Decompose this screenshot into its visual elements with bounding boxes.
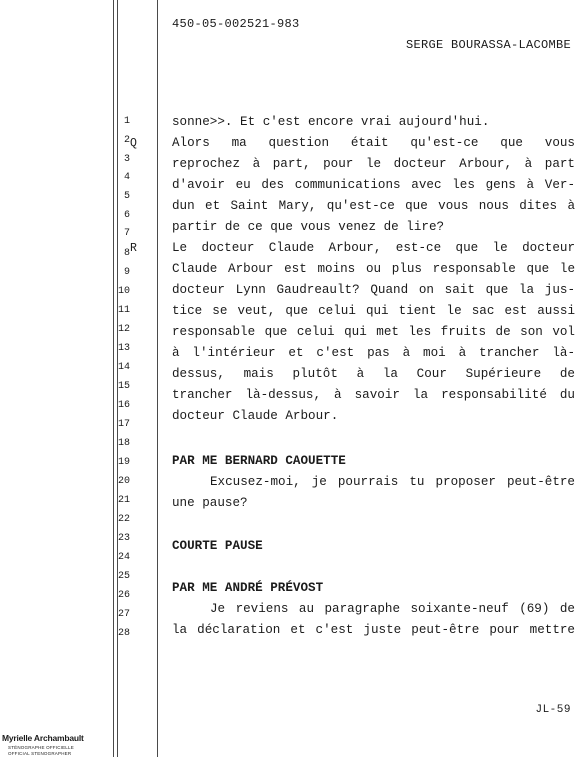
line-number: 25 [117, 571, 130, 582]
transcript-line: Claude Arbour est moins ou plus responsable que le [172, 262, 575, 276]
transcript-line: responsable que celui qui met les fruits de son vol [172, 325, 575, 339]
transcript-line: trancher là-dessus, à savoir la responsabilité du [172, 388, 575, 402]
transcript-line: d'avoir eu des communications avec les gens à Ver- [172, 178, 575, 192]
transcript-line: une pause? [172, 496, 248, 510]
transcript-line: dun et Saint Mary, qu'est-ce que vous nous dites à [172, 199, 575, 213]
line-number: 16 [117, 400, 130, 411]
line-number: 6 [123, 210, 130, 221]
line-number: 24 [117, 552, 130, 563]
stenographer-title-fr: STÉNOGRAPHE OFFICIELLE [8, 745, 74, 750]
stenographer-name: Myrielle Archambault [2, 733, 84, 743]
file-number: 450-05-002521-983 [172, 17, 300, 31]
transcript-line: la déclaration et c'est juste peut-être pour mettre [172, 623, 575, 637]
line-number: 27 [117, 609, 130, 620]
line-number: 9 [123, 267, 130, 278]
transcript-line: à l'intérieur et c'est pas à moi à trancher là- [172, 346, 575, 360]
transcript-line: docteur Lynn Gaudreault? Quand on sait que la jus- [172, 283, 575, 297]
margin-rule-text [157, 0, 158, 757]
line-number: 28 [117, 628, 130, 639]
transcript-line: docteur Claude Arbour. [172, 409, 339, 423]
transcript-line: Excusez-moi, je pourrais tu proposer peut-être [210, 475, 575, 489]
question-marker: Q [130, 137, 137, 150]
line-number: 15 [117, 381, 130, 392]
speaker-heading: PAR ME BERNARD CAOUETTE [172, 454, 346, 468]
margin-rule-left-outer [113, 0, 114, 757]
speaker-heading: PAR ME ANDRÉ PRÉVOST [172, 581, 324, 595]
transcript-line: sonne>>. Et c'est encore vrai aujourd'hui. [172, 115, 490, 129]
line-number: 2 [123, 135, 130, 146]
line-number: 5 [123, 191, 130, 202]
transcript-line: reprochez à part, pour le docteur Arbour, à part [172, 157, 575, 171]
line-number: 11 [117, 305, 130, 316]
transcript-line: Je reviens au paragraphe soixante-neuf (69) de [210, 602, 575, 616]
witness-name: SERGE BOURASSA-LACOMBE [405, 38, 571, 52]
page-reference: JL-59 [535, 704, 571, 716]
pause-heading: COURTE PAUSE [172, 539, 263, 553]
transcript-line: dessus, mais plutôt à la Cour Supérieure de [172, 367, 575, 381]
line-number: 13 [117, 343, 130, 354]
line-number: 23 [117, 533, 130, 544]
margin-rule-left-inner [117, 0, 118, 757]
line-number: 20 [117, 476, 130, 487]
line-number: 17 [117, 419, 130, 430]
line-number: 1 [123, 116, 130, 127]
line-number: 4 [123, 172, 130, 183]
line-number: 18 [117, 438, 130, 449]
transcript-line: partir de ce que vous venez de lire? [172, 220, 445, 234]
line-number: 12 [117, 324, 130, 335]
line-number: 26 [117, 590, 130, 601]
line-number: 8 [123, 248, 130, 259]
transcript-line: Alors ma question était qu'est-ce que vous [172, 136, 575, 150]
stenographer-title-en: OFFICIAL STENOGRAPHER [8, 751, 72, 756]
line-number: 7 [123, 228, 130, 239]
answer-marker: R [130, 242, 137, 255]
line-number: 21 [117, 495, 130, 506]
transcript-line: tice se veut, que celui qui tient le sac est aussi [172, 304, 575, 318]
line-number: 19 [117, 457, 130, 468]
transcript-line: Le docteur Claude Arbour, est-ce que le docteur [172, 241, 575, 255]
line-number: 3 [123, 154, 130, 165]
line-number: 10 [117, 286, 130, 297]
line-number: 22 [117, 514, 130, 525]
line-number: 14 [117, 362, 130, 373]
